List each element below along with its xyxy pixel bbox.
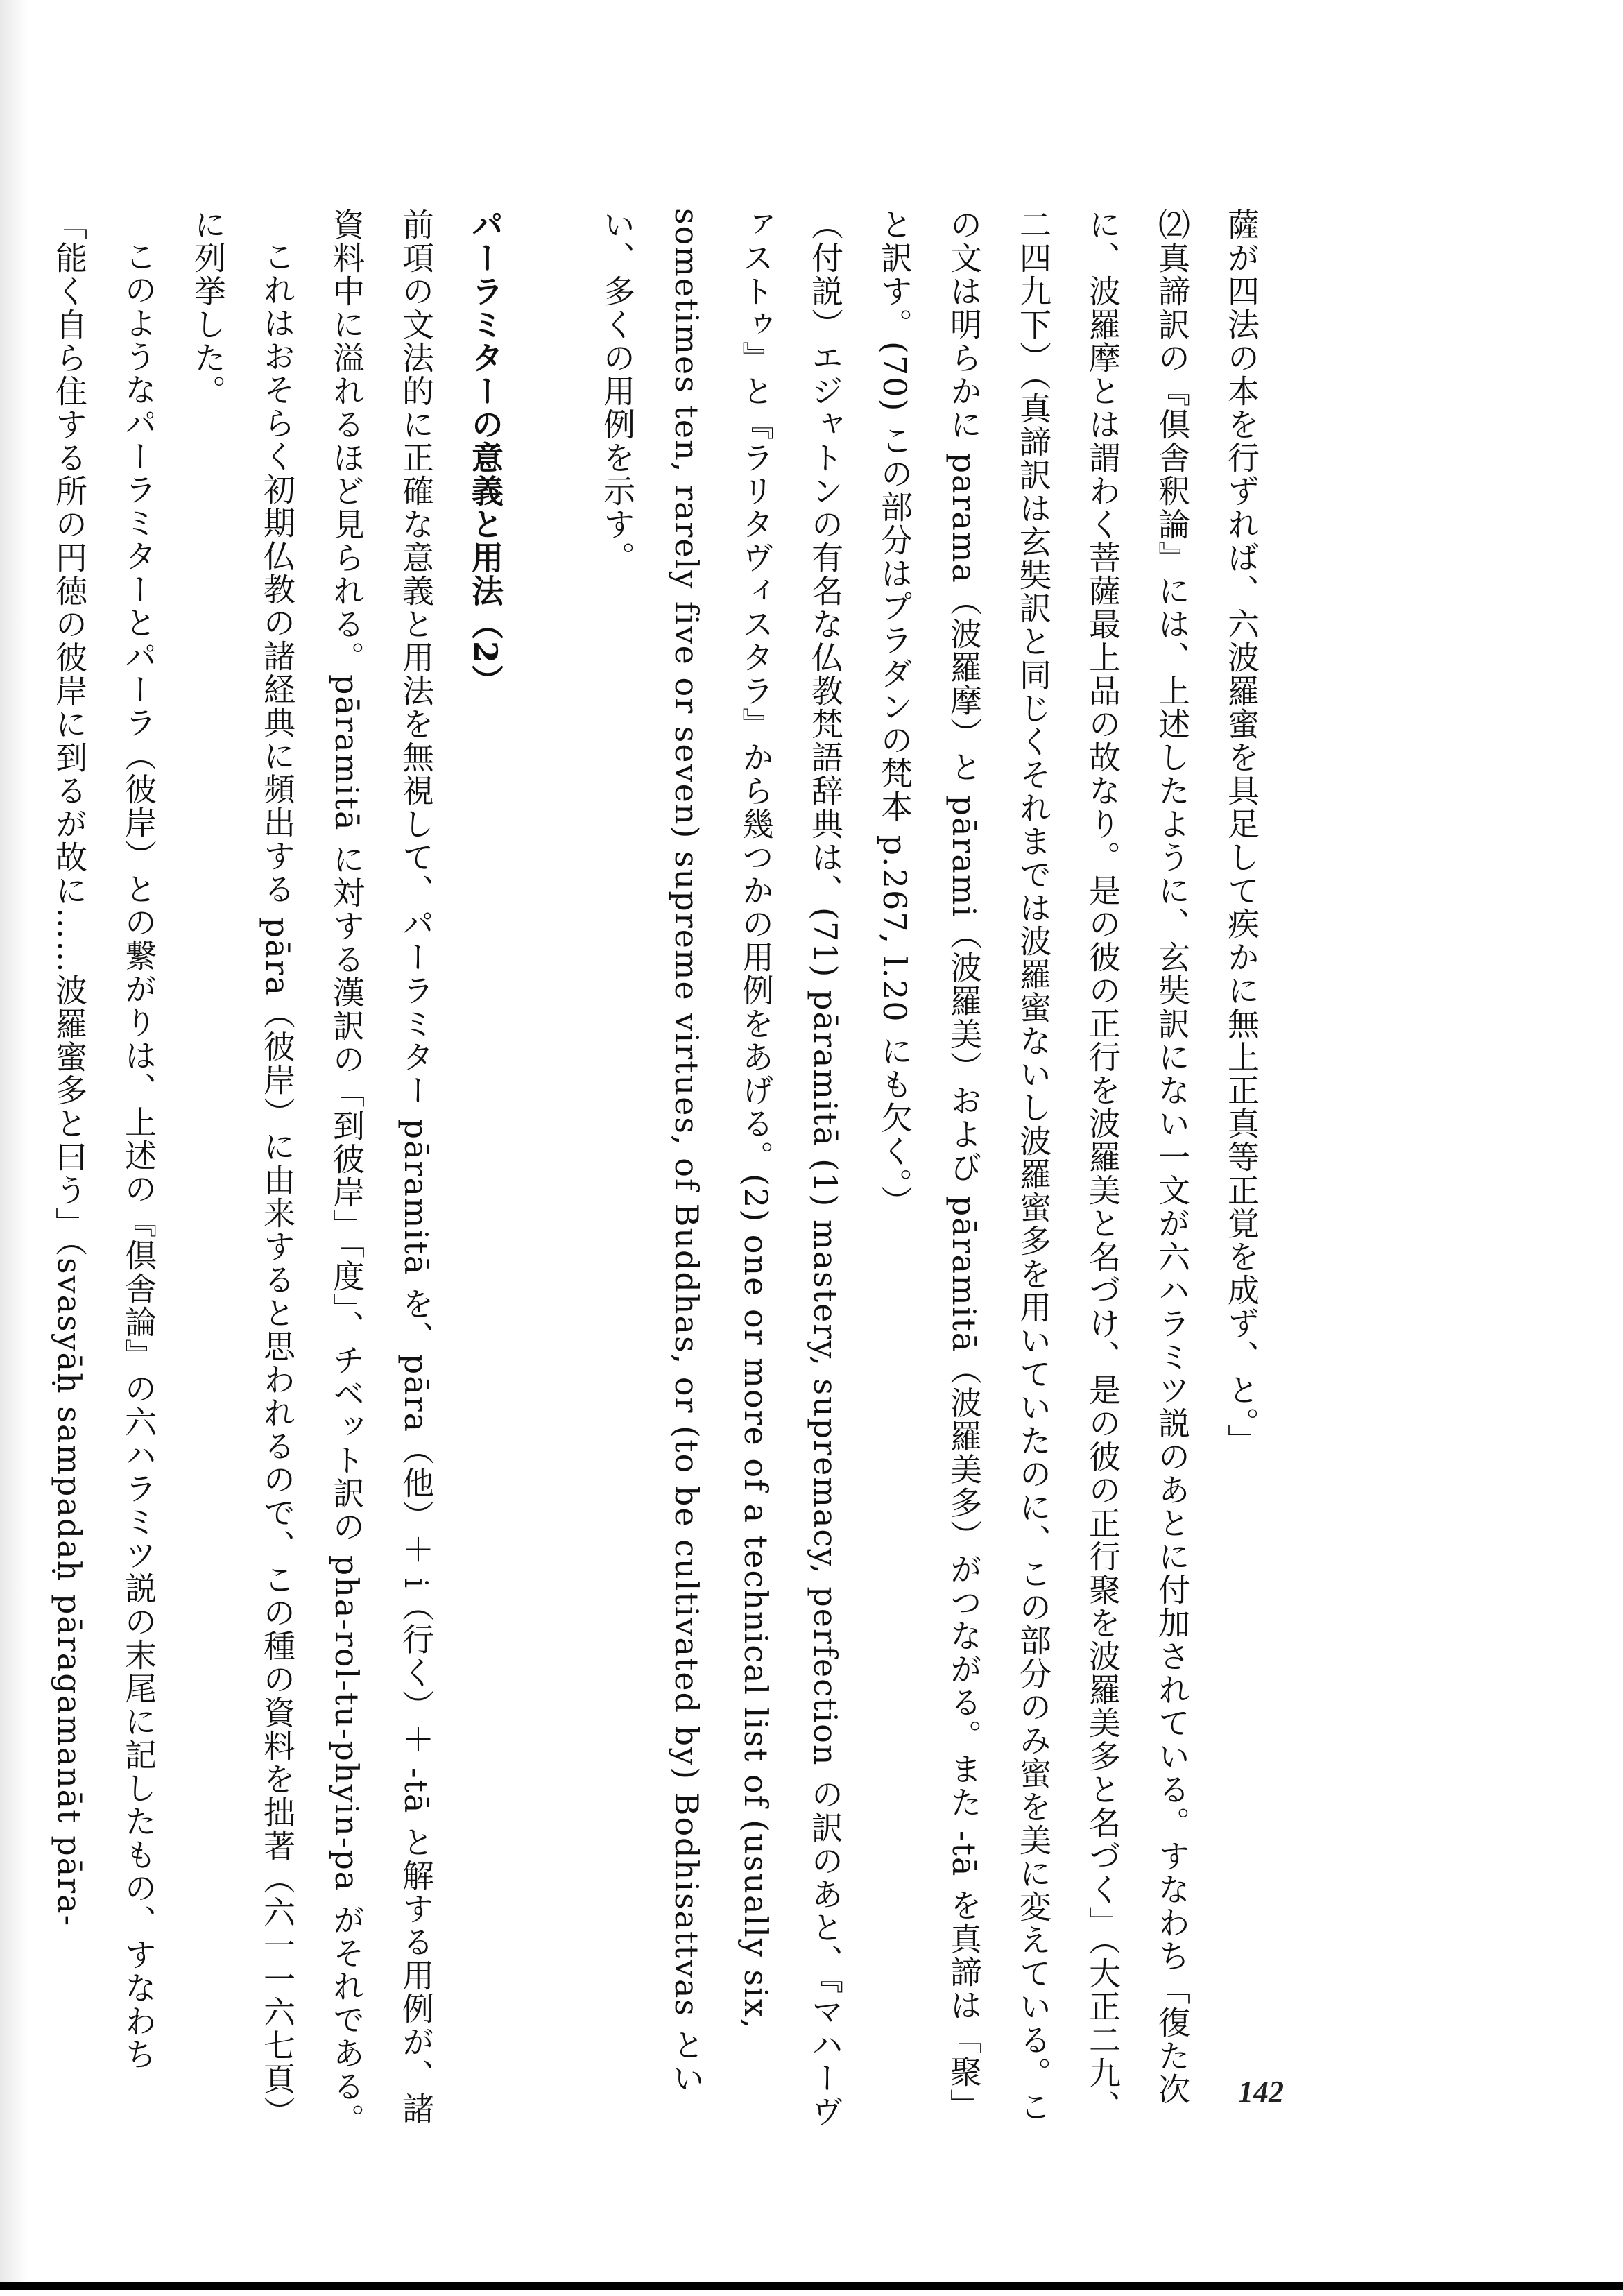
paragraph-abhidharmakosa-link: このようなパーラミターとパーラ（彼岸）との繋がりは、上述の『倶舎論』の六ハラミツ説の末尾に記したもの、すなわち「能く自ら住する所の円徳の彼岸に到るが故に……波羅蜜多と曰う」（svasyāḥ sampadaḥ pāragamanāt pāra- <box>51 208 157 2071</box>
page-number: 142 <box>1238 2075 1284 2109</box>
paragraph-edgerton-note: （付説）エジャトンの有名な仏教梵語辞典は、(71) pāramitā (1) mastery, supremacy, perfection の訳のあと、『マハーヴァストゥ』と『ラリタヴィスタラ』から幾つかの用例をあげる。(2) one or more of a technical list of (usually six, sometimes ten, rarely five or seven) supreme virtues, of Buddhas, or (to be cultivated by) Bodhisattvas といい、多くの用例を示す。 <box>599 208 844 2129</box>
section-heading: パーラミターの意義と用法（2） <box>467 208 504 699</box>
vertical-text-body <box>0 208 1276 2136</box>
paragraph-paramartha-translation: ⑵真諦訳の『倶舎釈論』には、上述したように、玄奘訳にない一文が六ハラミツ説のあとに付加されている。すなわち「復た次に、波羅摩とは謂わく菩薩最上品の故なり。是の彼の正行を波羅美と名づけ、是の彼の正行聚を波羅美多と名づく」（大正二九、二四九下）（真諦訳は玄奘訳と同じくそれまでは波羅蜜ないし波羅蜜多を用いていたのに、この部分のみ蜜を美に変えている。この文は明らかに parama（波羅摩）と pārami（波羅美）および pāramitā（波羅美多）がつながる。また -tā を真諦は「聚」と訳す。(70) この部分はプラダンの梵本 p.267, l.20 にも欠く。） <box>876 208 1191 2123</box>
section-gap <box>548 208 583 2136</box>
paragraph-para-ita-etymology: 前項の文法的に正確な意義と用法を無視して、パーラミター pāramitā を、pāra（他）＋ i（行く）＋ -tā と解する用例が、諸資料中に溢れるほど見られる。pāramitā に対する漢訳の「到彼岸」「度」、チベット訳の pha-rol-tu-phyin-pa がそれである。 <box>328 208 435 2136</box>
bottom-border <box>0 2282 1623 2290</box>
paragraph-early-sutras: これはおそらく初期仏教の諸経典に頻出する pāra（彼岸）に由来すると思われるので、この種の資料を拙著（六一一六七頁）に列挙した。 <box>189 208 296 2129</box>
paragraph-quote-end: 薩が四法の本を行ずれば、六波羅蜜を具足して疾かに無上正真等正覚を成ず、と。」 <box>1223 208 1260 1457</box>
